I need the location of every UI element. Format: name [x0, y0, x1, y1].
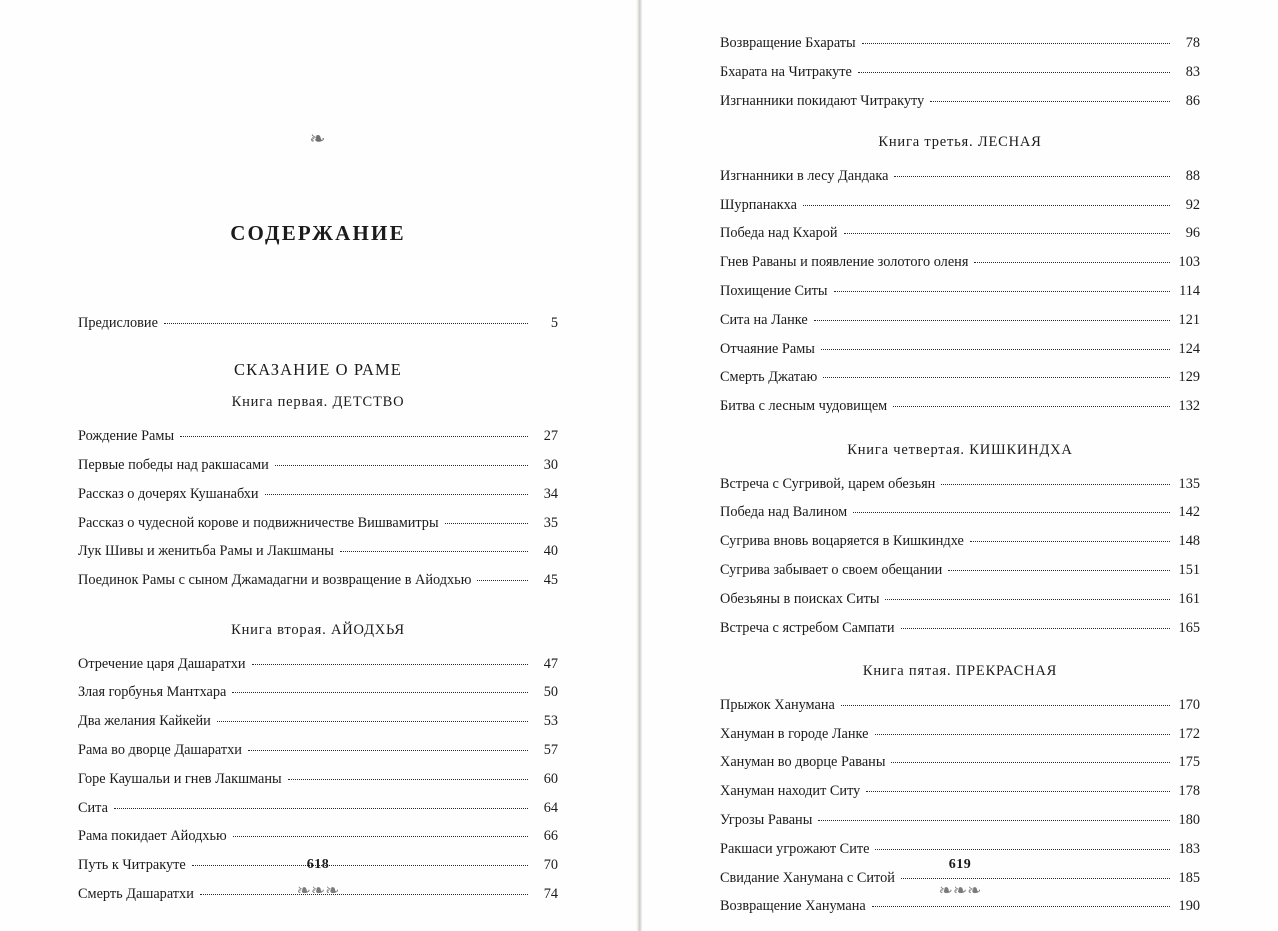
- book-title: Книга первая. ДЕТСТВО: [231, 394, 405, 411]
- left-page: [0, 0, 636, 931]
- toc-leader: [275, 464, 528, 466]
- toc-section-book-1: [78, 394, 558, 587]
- toc-entry-label: Поединок Рамы с сыном Джамадагни и возвращение в Айодхью: [78, 573, 472, 588]
- toc-entry[interactable]: [78, 487, 558, 501]
- toc-entry[interactable]: [720, 899, 1200, 913]
- toc-entry-page: 53: [543, 713, 558, 730]
- toc-entry[interactable]: [720, 755, 1200, 769]
- toc-entry[interactable]: [720, 65, 1200, 79]
- toc-entry[interactable]: [720, 226, 1200, 240]
- toc-entry[interactable]: [78, 429, 558, 443]
- toc-entry-page: 5: [550, 315, 558, 331]
- toc-entry-label: Отчаяние Рамы: [720, 341, 815, 356]
- toc-entry-page: 57: [543, 741, 558, 758]
- toc-leader: [180, 435, 528, 437]
- toc-leader: [901, 627, 1170, 629]
- toc-entry-page: 180: [1178, 812, 1200, 829]
- toc-entry-label: Сугрива вновь воцаряется в Кишкиндхе: [720, 534, 964, 549]
- toc-entry-page: 129: [1178, 369, 1200, 386]
- toc-entry-label: Изгнанники покидают Читракуту: [720, 93, 925, 108]
- toc-entry[interactable]: [78, 772, 558, 786]
- toc-entry[interactable]: [78, 544, 558, 558]
- book-title: Книга вторая. АЙОДХЬЯ: [231, 621, 405, 638]
- toc-leader: [340, 550, 528, 552]
- toc-entry-page: 170: [1178, 696, 1200, 713]
- toc-entry[interactable]: [720, 399, 1200, 413]
- toc-entry[interactable]: [720, 255, 1200, 269]
- book-title: Книга пятая. ПРЕКРАСНАЯ: [862, 662, 1058, 679]
- toc-leader: [818, 819, 1170, 821]
- toc-entry-label: Первые победы над ракшасами: [78, 458, 269, 473]
- toc-leader: [901, 877, 1170, 879]
- toc-entry[interactable]: [78, 516, 558, 530]
- toc-entry-label: Победа над Кхарой: [720, 226, 838, 241]
- toc-leader: [862, 42, 1170, 44]
- toc-entry-label: Гнев Раваны и появление золотого оленя: [720, 255, 969, 270]
- toc-entry-page: 135: [1178, 475, 1200, 492]
- toc-entry-page: 47: [543, 655, 558, 672]
- toc-entry-label: Два желания Кайкейи: [78, 714, 211, 729]
- toc-entry[interactable]: [720, 370, 1200, 384]
- toc-continued-entries: [720, 36, 1200, 108]
- toc-leader: [853, 511, 1170, 513]
- toc-entry-label: Сугрива забывает о своем обещании: [720, 562, 943, 578]
- toc-section-book-4: [720, 442, 1200, 635]
- toc-leader: [232, 691, 528, 693]
- toc-leader: [970, 540, 1170, 542]
- toc-leader: [893, 405, 1170, 407]
- toc-entry[interactable]: [78, 829, 558, 843]
- toc-entry-label: Возвращение Ханумана: [720, 899, 866, 914]
- toc-entry[interactable]: [720, 36, 1200, 50]
- toc-entry-label: Рождение Рамы: [78, 429, 175, 444]
- toc-entry-page: 151: [1178, 561, 1200, 578]
- toc-entry-page: 45: [543, 572, 558, 589]
- book-title: Книга третья. ЛЕСНАЯ: [878, 133, 1042, 150]
- toc-entry-label: Хануман во дворце Раваны: [720, 755, 886, 770]
- toc-entry-label: Угрозы Раваны: [720, 813, 813, 828]
- toc-entry[interactable]: [78, 573, 558, 587]
- toc-entry[interactable]: [78, 657, 558, 671]
- toc-entry-label: Злая горбунья Мантхара: [78, 685, 227, 700]
- toc-leader: [974, 261, 1170, 263]
- toc-entry-label: Встреча с Сугривой, царем обезьян: [720, 476, 936, 491]
- toc-leader: [814, 319, 1170, 321]
- toc-entry-page: 40: [543, 543, 558, 560]
- toc-leader: [803, 204, 1170, 206]
- toc-entry[interactable]: [720, 727, 1200, 741]
- toc-entry-page: 92: [1185, 196, 1200, 213]
- toc-entry[interactable]: [78, 458, 558, 472]
- toc-entry-label: Смерть Дашаратхи: [78, 886, 194, 902]
- toc-entry-page: 27: [543, 428, 558, 445]
- toc-entry[interactable]: [78, 685, 558, 699]
- ornament-top-icon: ❧: [309, 129, 327, 150]
- toc-leader: [872, 905, 1170, 907]
- toc-entry[interactable]: [720, 784, 1200, 798]
- toc-entry-preface[interactable]: [78, 316, 558, 330]
- toc-entry-label: Сита на Ланке: [720, 312, 808, 328]
- toc-entry-page: 50: [543, 684, 558, 701]
- toc-entry[interactable]: [720, 198, 1200, 212]
- toc-entry-label: Хануман находит Ситу: [720, 784, 861, 799]
- toc-entry-page: 86: [1185, 92, 1200, 109]
- toc-entry[interactable]: [720, 284, 1200, 298]
- toc-leader: [114, 807, 528, 809]
- toc-entry-label: Ракшаси угрожают Сите: [720, 841, 870, 857]
- toc-entry[interactable]: [720, 94, 1200, 108]
- toc-entry-page: 66: [543, 828, 558, 845]
- toc-entry-label: Горе Каушальи и гнев Лакшманы: [78, 771, 282, 787]
- toc-entry-label: Бхарата на Читракуте: [720, 64, 852, 80]
- toc-entry-page: 172: [1178, 725, 1200, 742]
- toc-leader: [252, 663, 528, 665]
- page-number-left: 618: [306, 857, 330, 872]
- ornament-bottom-left-icon: ❧❧❧: [296, 881, 340, 900]
- toc-entry-page: 121: [1178, 311, 1200, 328]
- toc-entry-page: 161: [1178, 590, 1200, 607]
- toc-entry-label: Шурпанакха: [720, 197, 797, 212]
- right-page: [642, 0, 1278, 931]
- ornament-bottom-right-icon: ❧❧❧: [938, 881, 982, 900]
- toc-entry-label: Смерть Джатаю: [720, 370, 818, 385]
- toc-leader: [445, 522, 528, 524]
- toc-entry-label: Изгнанники в лесу Дандака: [720, 168, 889, 184]
- toc-entry-label: Сита: [78, 800, 108, 815]
- toc-entry-label: Прыжок Ханумана: [720, 697, 835, 713]
- toc-entry-label: Битва с лесным чудовищем: [720, 399, 888, 414]
- toc-leader: [885, 598, 1170, 600]
- toc-leader: [875, 848, 1170, 850]
- toc-entry-label: Рассказ о дочерях Кушанабхи: [78, 486, 259, 502]
- toc-entry[interactable]: [720, 477, 1200, 491]
- toc-leader: [834, 290, 1170, 292]
- toc-entry-label: Рассказ о чудесной корове и подвижничестве Вишвамитры: [78, 515, 439, 530]
- toc-entry-label: Обезьяны в поисках Ситы: [720, 591, 880, 607]
- toc-leader: [875, 733, 1171, 735]
- toc-entry-page: 60: [543, 770, 558, 787]
- toc-entry[interactable]: [78, 714, 558, 728]
- toc-entry-page: 183: [1178, 840, 1200, 857]
- toc-entry-page: 132: [1178, 398, 1200, 415]
- toc-entry[interactable]: [720, 842, 1200, 856]
- toc-entry-page: 190: [1178, 898, 1200, 915]
- toc-leader: [891, 761, 1170, 763]
- toc-entry-page: 96: [1185, 225, 1200, 242]
- toc-entry[interactable]: [720, 621, 1200, 635]
- toc-leader: [248, 749, 528, 751]
- toc-entry[interactable]: [720, 313, 1200, 327]
- toc-leader: [477, 579, 528, 581]
- toc-entry[interactable]: [720, 505, 1200, 519]
- toc-entry-page: 70: [543, 857, 558, 874]
- toc-leader: [821, 348, 1170, 350]
- toc-entry-label: Предисловие: [78, 316, 158, 331]
- toc-entry[interactable]: [720, 698, 1200, 712]
- toc-leader: [164, 322, 528, 324]
- toc-entry-page: 78: [1185, 35, 1200, 51]
- toc-entry[interactable]: [720, 169, 1200, 183]
- toc-leader: [841, 704, 1170, 706]
- toc-entry-label: Свидание Ханумана с Ситой: [720, 870, 895, 885]
- toc-entry-label: Лук Шивы и женитьба Рамы и Лакшманы: [78, 544, 334, 559]
- toc-entry-page: 178: [1178, 783, 1200, 800]
- toc-entry-page: 165: [1178, 619, 1200, 636]
- toc-leader: [930, 100, 1170, 102]
- toc-leader: [941, 483, 1170, 485]
- toc-entry[interactable]: [78, 743, 558, 757]
- toc-entry-page: 34: [543, 485, 558, 502]
- book-title: Книга четвертая. КИШКИНДХА: [847, 441, 1073, 458]
- toc-entry-label: Победа над Валином: [720, 505, 848, 520]
- toc-entry-page: 148: [1178, 533, 1200, 550]
- toc-entry-page: 124: [1178, 340, 1200, 357]
- toc-entry[interactable]: [78, 801, 558, 815]
- toc-entry-page: 74: [543, 885, 558, 902]
- toc-leader: [866, 790, 1170, 792]
- toc-entry[interactable]: [720, 813, 1200, 827]
- toc-section-book-5: [720, 663, 1200, 914]
- toc-entry-page: 30: [543, 457, 558, 474]
- toc-entry-page: 175: [1178, 754, 1200, 771]
- toc-entry-label: Хануман в городе Ланке: [720, 726, 869, 741]
- toc-leader: [233, 835, 528, 837]
- toc-entry[interactable]: [720, 534, 1200, 548]
- toc-leader: [858, 71, 1170, 73]
- toc-section-book-3: [720, 134, 1200, 414]
- page-number-right: 619: [948, 857, 972, 872]
- toc-entry-page: 185: [1178, 869, 1200, 886]
- toc-entry-page: 103: [1178, 254, 1200, 271]
- toc-entry[interactable]: [720, 563, 1200, 577]
- toc-entry-page: 88: [1185, 167, 1200, 184]
- toc-entry-page: 142: [1178, 504, 1200, 521]
- toc-leader: [894, 175, 1170, 177]
- page-title: СОДЕРЖАНИЕ: [230, 221, 406, 245]
- toc-leader: [823, 376, 1170, 378]
- toc-entry-label: Рама во дворце Дашаратхи: [78, 742, 242, 758]
- toc-entry[interactable]: [720, 342, 1200, 356]
- toc-entry-label: Похищение Ситы: [720, 284, 828, 299]
- toc-entry-label: Возвращение Бхараты: [720, 36, 856, 51]
- toc-leader: [948, 569, 1170, 571]
- toc-leader: [844, 232, 1170, 234]
- toc-entry-page: 35: [543, 514, 558, 531]
- toc-entry-label: Путь к Читракуте: [78, 858, 186, 873]
- part-title: СКАЗАНИЕ О РАМЕ: [233, 360, 402, 380]
- toc-entry[interactable]: [720, 592, 1200, 606]
- toc-leader: [288, 778, 528, 780]
- toc-entry-label: Встреча с ястребом Сампати: [720, 620, 895, 635]
- toc-entry-page: 64: [543, 799, 558, 816]
- toc-entry-label: Отречение царя Дашаратхи: [78, 656, 246, 671]
- toc-leader: [265, 493, 528, 495]
- toc-leader: [217, 720, 528, 722]
- toc-entry-page: 83: [1185, 63, 1200, 80]
- toc-entry-page: 114: [1179, 283, 1200, 300]
- toc-entry-label: Рама покидает Айодхью: [78, 829, 227, 844]
